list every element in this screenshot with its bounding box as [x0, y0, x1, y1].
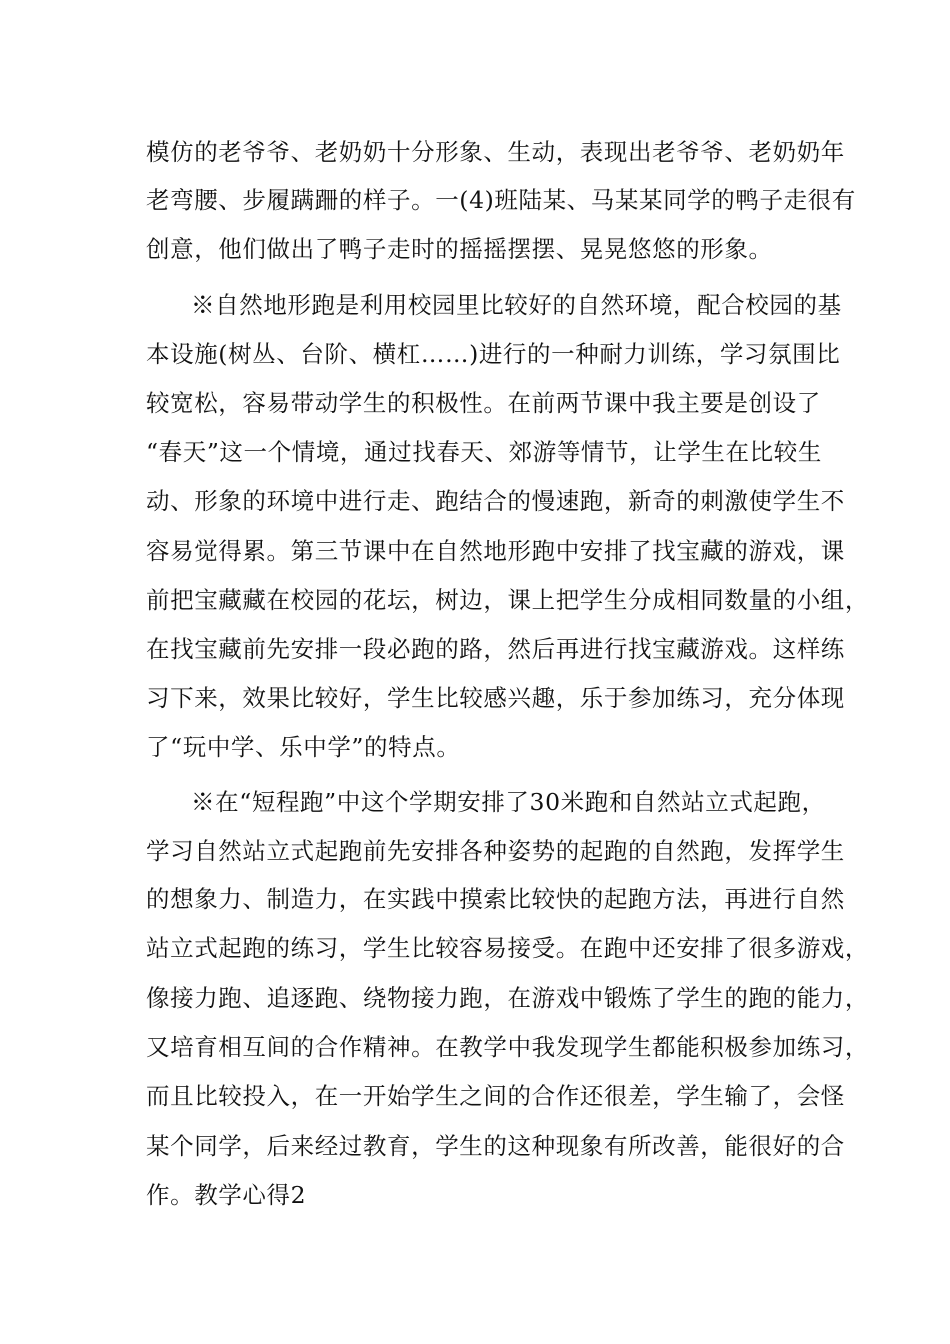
text-line: 的想象力、制造力，在实践中摸索比较快的起跑方法，再进行自然	[146, 885, 845, 913]
text-line: 学习自然站立式起跑前先安排各种姿势的起跑的自然跑，发挥学生	[146, 837, 845, 865]
text-line: 站立式起跑的练习，学生比较容易接受。在跑中还安排了很多游戏，	[146, 934, 869, 962]
text-line: “春天”这一个情境，通过找春天、郊游等情节，让学生在比较生	[146, 438, 822, 466]
text-line: 动、形象的环境中进行走、跑结合的慢速跑，新奇的刺激使学生不	[146, 487, 845, 515]
text-line: 较宽松，容易带动学生的积极性。在前两节课中我主要是创设了	[146, 389, 821, 417]
text-line: 习下来，效果比较好，学生比较感兴趣，乐于参加练习，充分体现	[146, 684, 845, 712]
text-line: 又培育相互间的合作精神。在教学中我发现学生都能积极参加练习，	[146, 1033, 869, 1061]
text-line: 在找宝藏前先安排一段必跑的路，然后再进行找宝藏游戏。这样练	[146, 635, 845, 663]
text-line: 容易觉得累。第三节课中在自然地形跑中安排了找宝藏的游戏，课	[146, 537, 845, 565]
text-line: 了“玩中学、乐中学”的特点。	[146, 733, 461, 761]
text-line: 模仿的老爷爷、老奶奶十分形象、生动，表现出老爷爷、老奶奶年	[146, 138, 845, 166]
paragraph-start-line: ※在“短程跑”中这个学期安排了30米跑和自然站立式起跑，	[191, 788, 826, 816]
text-line: 老弯腰、步履蹒跚的样子。一(4)班陆某、马某某同学的鸭子走很有	[146, 186, 856, 214]
text-line: 像接力跑、追逐跑、绕物接力跑，在游戏中锻炼了学生的跑的能力，	[146, 984, 869, 1012]
text-line: 本设施(树丛、台阶、横杠……)进行的一种耐力训练，学习氛围比	[146, 340, 841, 368]
text-line: 某个同学，后来经过教育，学生的这种现象有所改善，能很好的合	[146, 1132, 845, 1160]
text-line: 创意，他们做出了鸭子走时的摇摇摆摆、晃晃悠悠的形象。	[146, 235, 773, 263]
paragraph-start-line: ※自然地形跑是利用校园里比较好的自然环境，配合校园的基	[191, 291, 842, 319]
text-line: 作。教学心得2	[146, 1181, 307, 1209]
text-line: 而且比较投入，在一开始学生之间的合作还很差，学生输了，会怪	[146, 1082, 845, 1110]
text-line: 前把宝藏藏在校园的花坛，树边，课上把学生分成相同数量的小组，	[146, 586, 869, 614]
